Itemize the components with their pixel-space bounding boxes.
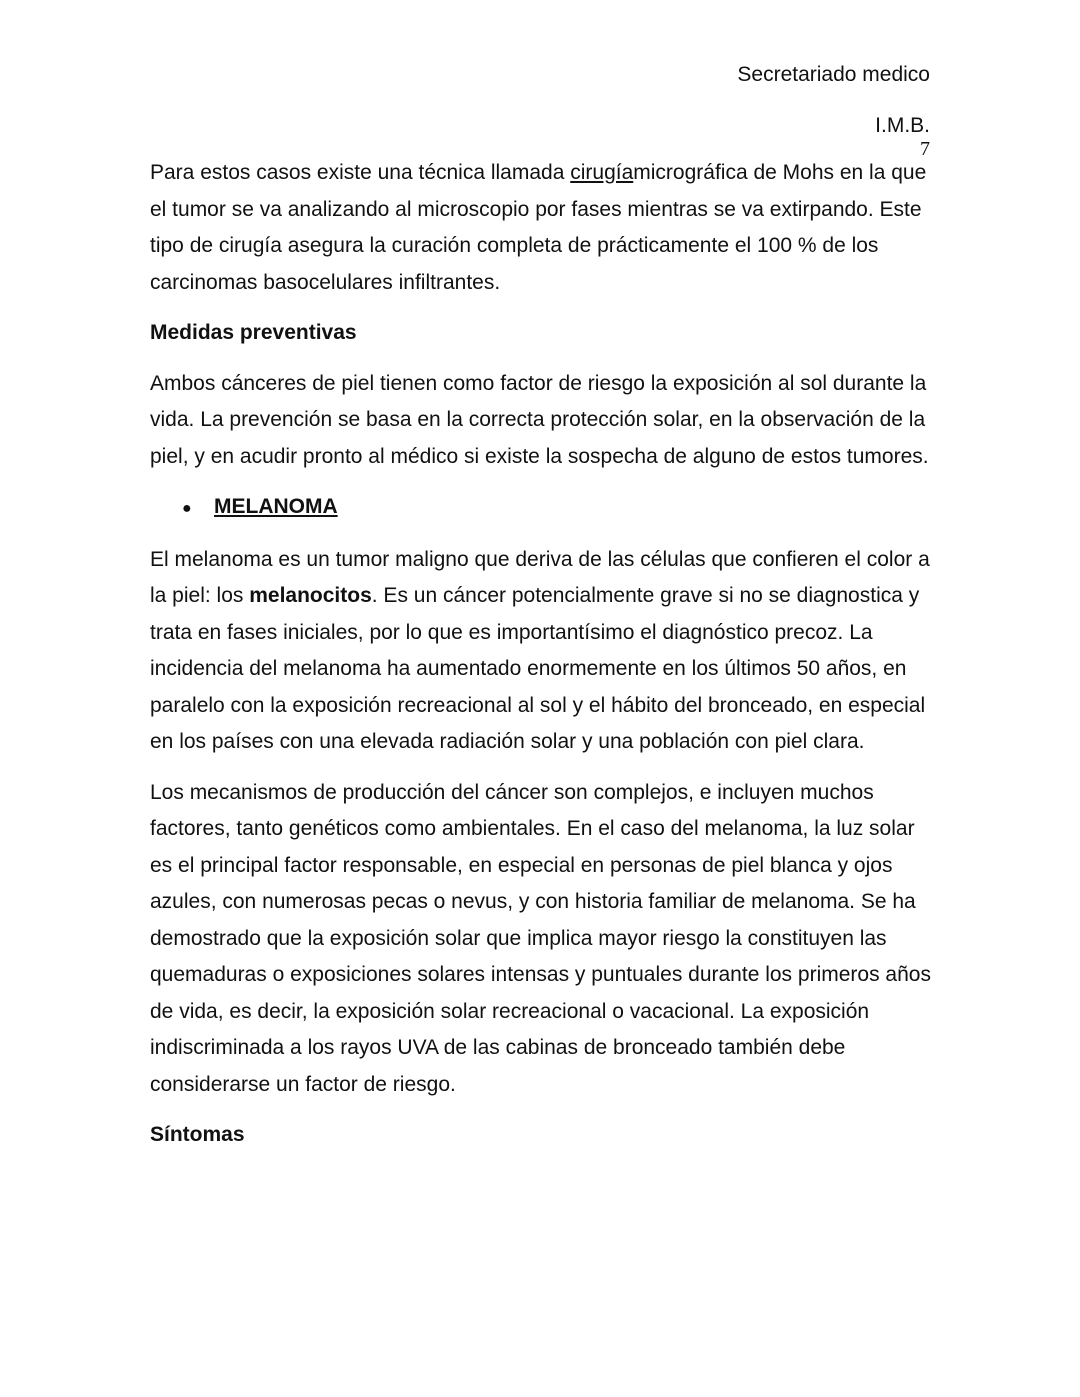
paragraph-text: . Es un cáncer potencialmente grave si no se diagnostica y trata en fases iniciales, por lo que es importantísimo el diagnóstico precoz. La incidencia del melanoma ha aumentado enormemente en los últimos 50 años, en paralelo con la exposición recreacional al sol y el hábito del bronceado, en especial en los países con una elevada radiación solar y una población con piel clara. xyxy=(150,584,926,753)
document-header-title: Secretariado medico xyxy=(737,63,930,86)
bullet-heading-melanoma xyxy=(182,489,940,528)
bold-term: melanocitos xyxy=(249,584,372,607)
paragraph-text: Para estos casos existe una técnica llamada xyxy=(150,161,571,184)
document-header-initials: I.M.B. xyxy=(875,114,930,137)
underlined-term: cirugía xyxy=(570,161,634,184)
bullet-heading-label: MELANOMA xyxy=(214,495,338,518)
section-heading-preventive-measures: Medidas preventivas xyxy=(150,321,357,344)
paragraph-mechanisms: Los mecanismos de producción del cáncer son complejos, e incluyen muchos factores, tanto genéticos como ambientales. En el caso del melanoma, la luz solar es el principal factor responsable, en especial en personas de piel blanca y ojos azules, con numerosas pecas o nevus, y con historia familiar de melanoma. Se ha demostrado que la exposición solar que implica mayor riesgo la constituyen las quemaduras o exposiciones solares intensas y puntuales durante los primeros años de vida, es decir, la exposición solar recreacional o vacacional. La exposición indiscriminada a los rayos UVA de las cabinas de bronceado también debe considerarse un factor de riesgo. xyxy=(150,780,931,1096)
bullet-icon: ● xyxy=(182,500,192,517)
paragraph-text: micrográfica de Mohs en la que el tumor se va analizando al microscopio por fases mientras se va extirpando. Este tipo de cirugía asegura la curación completa de prácticamente el 100 % de los carcinomas basocelulares infiltrantes. xyxy=(150,161,927,294)
paragraph-prevention: Ambos cánceres de piel tienen como factor de riesgo la exposición al sol durante la vida. La prevención se basa en la correcta protección solar, en la observación de la piel, y en acudir pronto al médico si existe la sospecha de alguno de estos tumores. xyxy=(150,371,929,468)
paragraph-melanoma-definition xyxy=(150,542,940,761)
page-number: 7 xyxy=(920,138,930,160)
section-heading-symptoms: Síntomas xyxy=(150,1123,245,1146)
document-body xyxy=(150,155,940,1168)
paragraph-text: El melanoma es un tumor maligno que deriva de las células que confieren el color a la piel: los xyxy=(150,547,930,607)
paragraph-mohs-surgery xyxy=(150,155,940,301)
